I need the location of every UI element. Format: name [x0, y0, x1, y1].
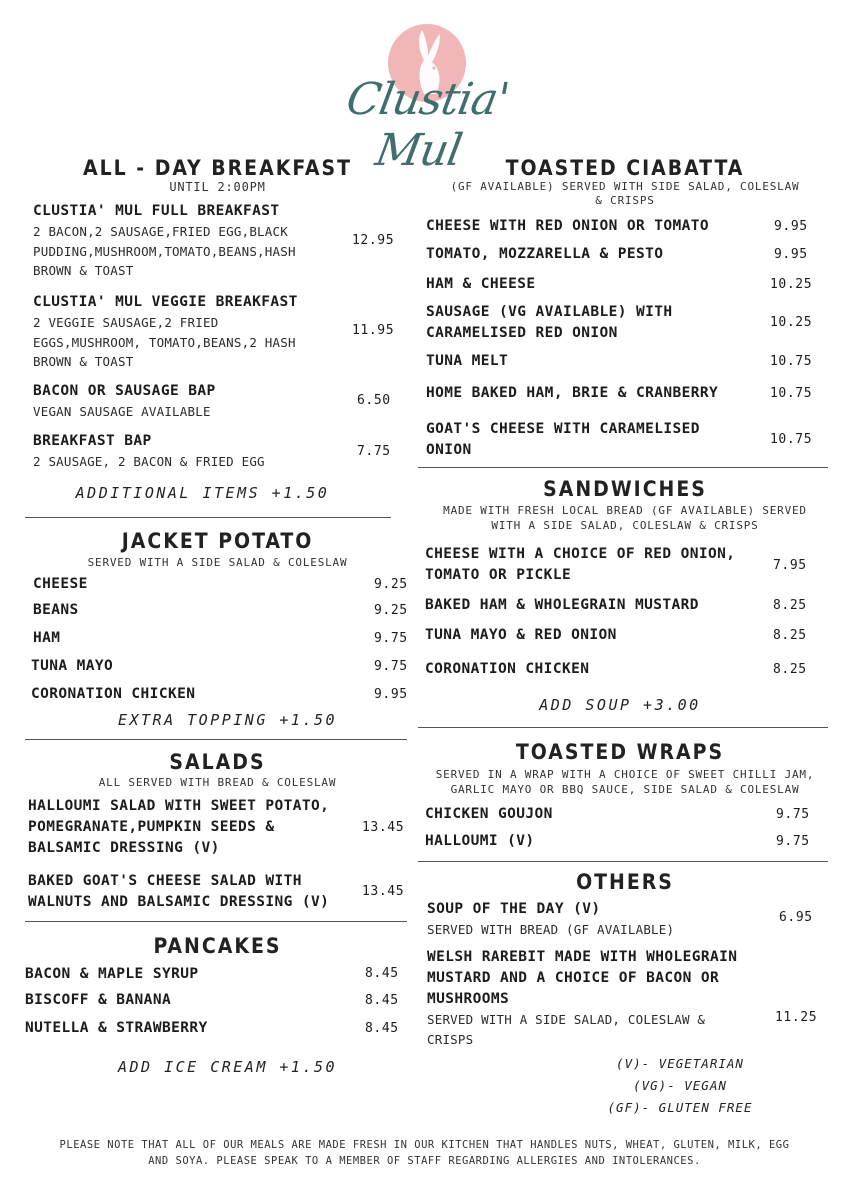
item-name: BAKED HAM & WHOLEGRAIN MUSTARD — [425, 597, 699, 613]
item-name: HALLOUMI SALAD WITH SWEET POTATO, — [28, 798, 330, 814]
item-price: 9.75 — [374, 631, 408, 646]
item-desc: 2 BACON,2 SAUSAGE,FRIED EGG,BLACK — [33, 224, 288, 239]
divider — [418, 727, 828, 728]
menu-item — [426, 302, 756, 344]
item-desc: EGGS,MUSHROOM, TOMATO,BEANS,2 HASH — [33, 334, 296, 350]
item-name: CHEESE — [33, 576, 88, 592]
item-price: 11.25 — [775, 1010, 818, 1025]
item-desc: BROWN & TOAST — [33, 354, 134, 369]
item-price: 9.25 — [374, 603, 408, 618]
item-name: CLUSTIA' MUL VEGGIE BREAKFAST — [33, 294, 298, 310]
item-name: SOUP OF THE DAY (V) — [427, 901, 601, 917]
item-name: TOMATO, MOZZARELLA & PESTO — [426, 246, 664, 262]
item-name: BISCOFF & BANANA — [25, 992, 172, 1008]
item-name: BREAKFAST BAP — [33, 433, 152, 449]
item-price: 10.75 — [770, 432, 813, 447]
jacket-subtitle: SERVED WITH A SIDE SALAD & COLESLAW — [87, 556, 348, 569]
item-desc: BROWN & TOAST — [33, 263, 134, 278]
sandwiches-title: SANDWICHES — [543, 477, 707, 501]
item-name: MUSHROOMS — [427, 991, 510, 1007]
menu-item — [427, 899, 767, 940]
item-name: HALLOUMI (V) — [425, 833, 535, 849]
item-price: 7.75 — [357, 444, 391, 459]
legend-gluten-free: (GF)- GLUTEN FREE — [607, 1100, 753, 1115]
jacket-extra: EXTRA TOPPING +1.50 — [117, 711, 338, 729]
menu-item — [425, 544, 765, 586]
item-name: TUNA MAYO — [31, 658, 114, 674]
logo — [318, 22, 528, 176]
others-title: OTHERS — [576, 870, 674, 894]
item-name: BAKED GOAT'S CHEESE SALAD WITH — [28, 873, 302, 889]
item-name: BALSAMIC DRESSING (V) — [28, 840, 220, 856]
item-name: WALNUTS AND BALSAMIC DRESSING (V) — [28, 894, 330, 910]
divider — [418, 861, 828, 862]
menu-item — [33, 292, 353, 372]
wraps-subtitle: SERVED IN A WRAP WITH A CHOICE OF SWEET CHILLI JAM, — [435, 768, 815, 781]
item-name: TUNA MAYO & RED ONION — [425, 627, 617, 643]
item-price: 9.95 — [774, 219, 808, 234]
item-price: 6.50 — [357, 393, 391, 408]
item-price: 10.75 — [770, 386, 813, 401]
item-name: CHEESE WITH A CHOICE OF RED ONION, — [425, 546, 736, 562]
item-desc: CRISPS — [427, 1031, 474, 1047]
item-price: 13.45 — [362, 820, 405, 835]
sandwiches-subtitle: MADE WITH FRESH LOCAL BREAD (GF AVAILABLE) SERVED — [443, 504, 807, 517]
menu-item — [33, 201, 353, 281]
item-name: BACON & MAPLE SYRUP — [25, 966, 199, 982]
item-name: WELSH RAREBIT MADE WITH WHOLEGRAIN — [427, 949, 738, 965]
item-name: HAM — [33, 630, 61, 646]
item-name: HAM & CHEESE — [426, 276, 536, 292]
item-price: 9.95 — [774, 247, 808, 262]
item-desc: VEGAN SAUSAGE AVAILABLE — [33, 404, 211, 419]
allergy-note-line: AND SOYA. PLEASE SPEAK TO A MEMBER OF STAFF REGARDING ALLERGIES AND INTOLERANCES. — [148, 1155, 701, 1167]
menu-item — [33, 431, 353, 472]
legend-vegetarian: (V)- VEGETARIAN — [616, 1056, 744, 1071]
item-price: 9.25 — [374, 577, 408, 592]
menu-item — [33, 381, 353, 422]
item-price: 7.95 — [773, 558, 807, 573]
item-name: HOME BAKED HAM, BRIE & CRANBERRY — [426, 385, 719, 401]
item-desc: SERVED WITH A SIDE SALAD, COLESLAW & — [427, 1012, 706, 1027]
menu-item — [28, 871, 358, 913]
item-name: CLUSTIA' MUL FULL BREAKFAST — [33, 203, 280, 219]
item-price: 6.95 — [779, 910, 813, 925]
item-name: CHEESE WITH RED ONION OR TOMATO — [426, 218, 710, 234]
item-price: 10.75 — [770, 354, 813, 369]
item-price: 8.45 — [365, 966, 399, 981]
legend-vegan: (VG)- VEGAN — [633, 1078, 727, 1093]
sandwiches-extra: ADD SOUP +3.00 — [539, 696, 701, 714]
item-name: SAUSAGE (VG AVAILABLE) WITH — [426, 304, 673, 320]
item-name: BACON OR SAUSAGE BAP — [33, 383, 216, 399]
divider — [25, 517, 391, 518]
item-price: 9.75 — [374, 659, 408, 674]
item-price: 13.45 — [362, 884, 405, 899]
pancakes-title: PANCAKES — [153, 934, 282, 958]
wraps-title: TOASTED WRAPS — [515, 740, 725, 764]
item-name: CORONATION CHICKEN — [425, 661, 590, 677]
divider — [25, 739, 407, 740]
divider — [25, 921, 407, 922]
item-name: CHICKEN GOUJON — [425, 806, 553, 822]
item-name: TUNA MELT — [426, 353, 509, 369]
item-price: 8.25 — [773, 662, 807, 677]
item-desc: 2 SAUSAGE, 2 BACON & FRIED EGG — [33, 454, 265, 469]
item-name: POMEGRANATE,PUMPKIN SEEDS & — [28, 819, 275, 835]
ciabatta-title: TOASTED CIABATTA — [505, 156, 745, 180]
legend — [580, 1053, 780, 1119]
item-name: NUTELLA & STRAWBERRY — [25, 1020, 208, 1036]
item-name: BEANS — [33, 602, 79, 618]
menu-item — [427, 947, 772, 1049]
sandwiches-subtitle: WITH A SIDE SALAD, COLESLAW & CRISPS — [491, 519, 759, 532]
allergy-note — [30, 1137, 819, 1169]
item-name: TOMATO OR PICKLE — [425, 567, 572, 583]
pancakes-extra: ADD ICE CREAM +1.50 — [117, 1058, 338, 1076]
item-price: 9.95 — [374, 687, 408, 702]
item-price: 12.95 — [352, 233, 395, 248]
item-price: 9.75 — [776, 834, 810, 849]
ciabatta-subtitle: (GF AVAILABLE) SERVED WITH SIDE SALAD, COLESLAW — [450, 180, 800, 193]
item-name: CORONATION CHICKEN — [31, 686, 196, 702]
item-price: 8.25 — [773, 598, 807, 613]
item-name: ONION — [426, 442, 472, 458]
item-name: MUSTARD AND A CHOICE OF BACON OR — [427, 970, 720, 986]
ciabatta-subtitle: & CRISPS — [595, 194, 655, 207]
breakfast-title: ALL - DAY BREAKFAST — [83, 156, 352, 180]
breakfast-extra: ADDITIONAL ITEMS +1.50 — [75, 484, 330, 502]
jacket-title: JACKET POTATO — [121, 529, 314, 553]
item-price: 9.75 — [776, 807, 810, 822]
item-desc: 2 VEGGIE SAUSAGE,2 FRIED — [33, 315, 219, 330]
item-name: CARAMELISED RED ONION — [426, 325, 618, 341]
item-name: GOAT'S CHEESE WITH CARAMELISED — [426, 421, 700, 437]
menu-item — [28, 796, 358, 859]
item-desc: PUDDING,MUSHROOM,TOMATO,BEANS,HASH — [33, 243, 296, 259]
item-price: 8.45 — [365, 1021, 399, 1036]
item-price: 10.25 — [770, 277, 813, 292]
allergy-note-line: PLEASE NOTE THAT ALL OF OUR MEALS ARE MADE FRESH IN OUR KITCHEN THAT HANDLES NUTS, WHEAT, GLUTEN, MILK, EGG — [59, 1139, 790, 1151]
item-desc: SERVED WITH BREAD (GF AVAILABLE) — [427, 922, 675, 937]
divider — [418, 467, 828, 468]
item-price: 11.95 — [352, 323, 395, 338]
salads-subtitle: ALL SERVED WITH BREAD & COLESLAW — [98, 776, 337, 789]
wraps-subtitle: GARLIC MAYO OR BBQ SAUCE, SIDE SALAD & COLESLAW — [450, 783, 800, 796]
item-price: 10.25 — [770, 315, 813, 330]
breakfast-subtitle: UNTIL 2:00PM — [169, 180, 266, 194]
item-price: 8.45 — [365, 993, 399, 1008]
menu-item — [426, 419, 756, 461]
logo-text: Clustia' Mul — [342, 74, 513, 176]
salads-title: SALADS — [169, 750, 266, 774]
item-price: 8.25 — [773, 628, 807, 643]
